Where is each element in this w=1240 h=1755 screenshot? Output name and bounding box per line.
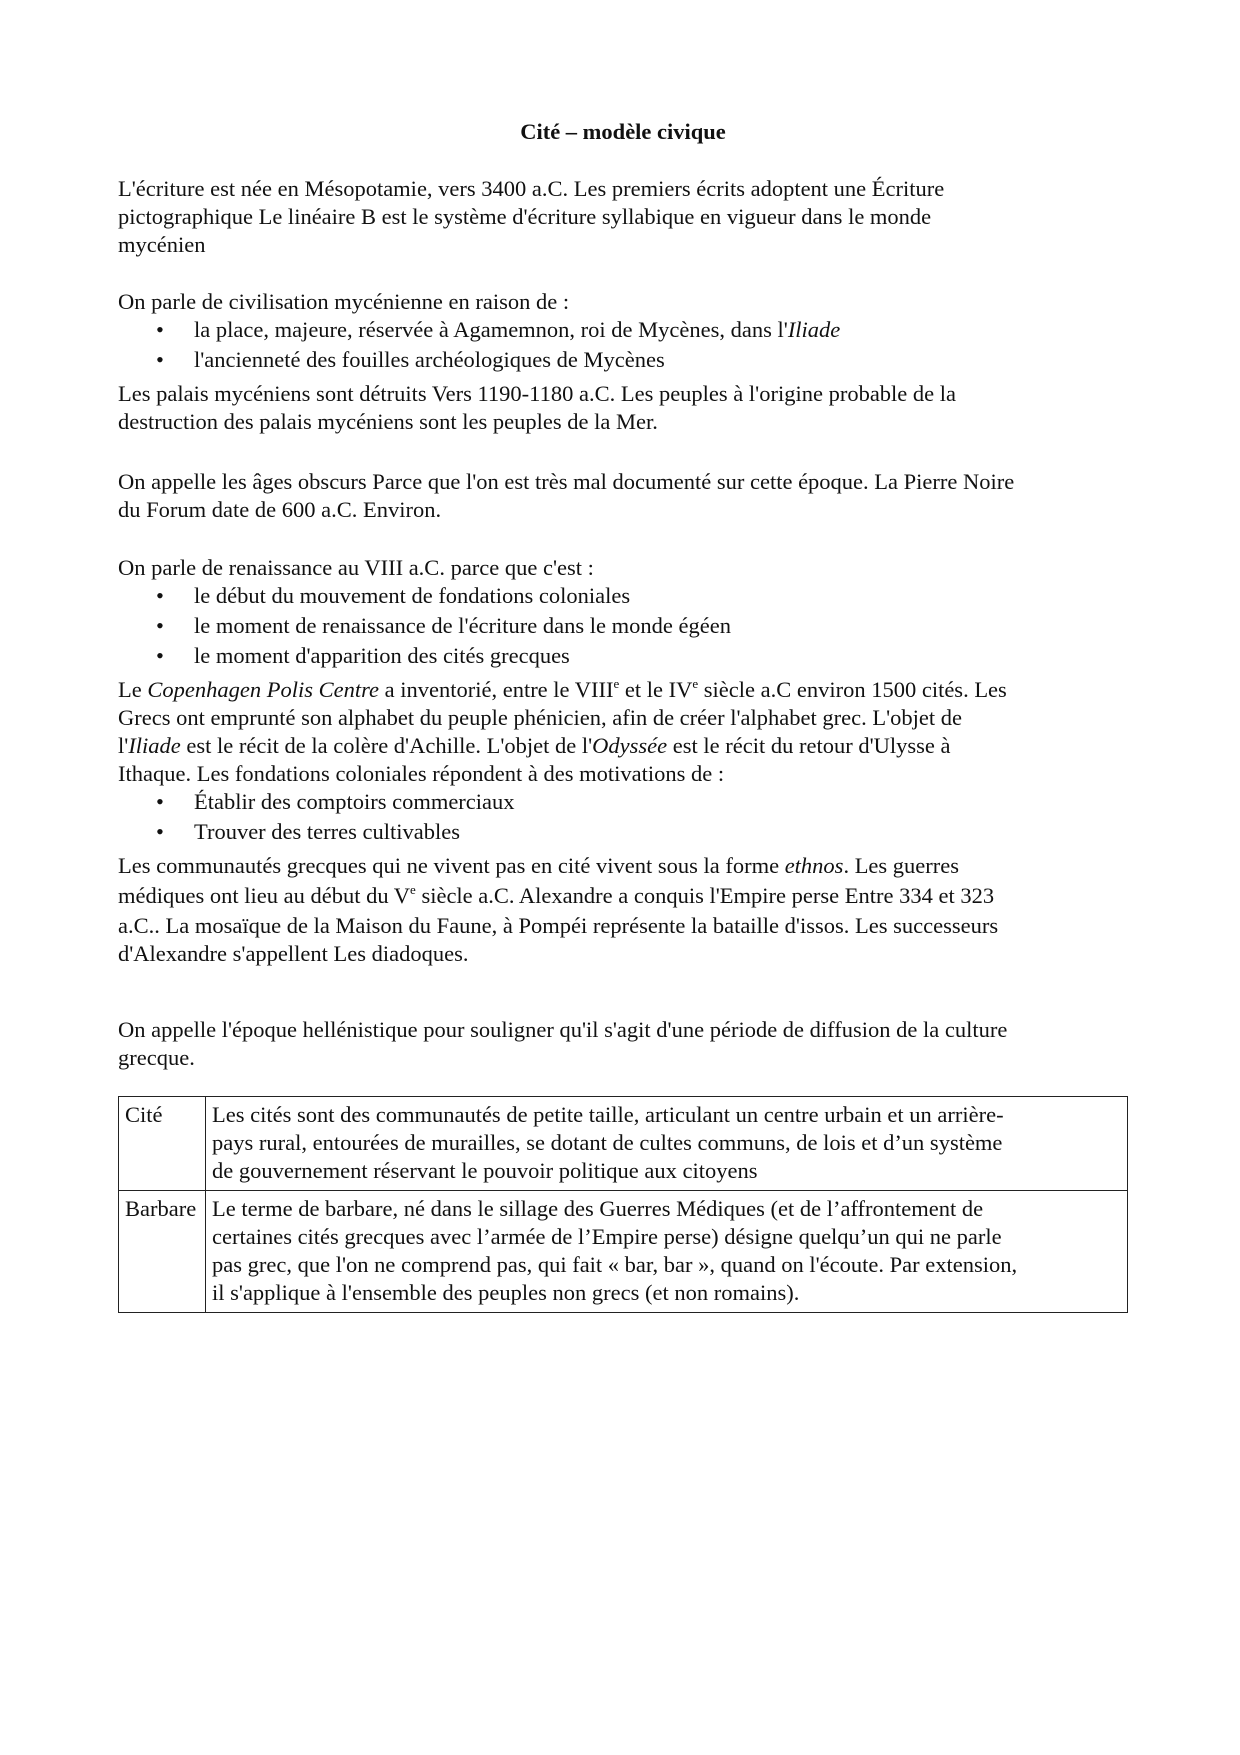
text-line: Les communautés grecques qui ne vivent pas en cité vivent sous la forme ethnos. Les guerres [118,853,960,878]
text-line: a.C.. La mosaïque de la Maison du Faune, à Pompéi représente la bataille d'issos. Les successeurs [118,913,999,938]
term-cell: Barbare [119,1191,206,1313]
list-item: • Trouver des terres cultivables [156,819,460,844]
text-line: Grecs ont emprunté son alphabet du peuple phénicien, afin de créer l'alphabet grec. L'objet de [118,705,963,730]
paragraph-dark-ages [118,468,1128,524]
text-line: On parle de civilisation mycénienne en raison de : [118,289,570,314]
paragraph-palace-destruction [118,380,1128,436]
bullet-icon: • [156,789,164,814]
text-line: Le Copenhagen Polis Centre a inventorié, entre le VIIIe et le IVe siècle a.C environ 1500 cités. Les [118,676,1007,702]
bullet-icon: • [156,613,164,638]
list-item: • le moment d'apparition des cités grecques [156,643,570,668]
text-line: du Forum date de 600 a.C. Environ. [118,497,442,522]
text-line: pictographique Le linéaire B est le système d'écriture syllabique en vigueur dans le monde [118,204,932,229]
definitions-table [118,1096,1128,1313]
table-row [119,1097,1128,1191]
paragraph-ethnos-alexandre [118,852,1128,968]
text-line: On parle de renaissance au VIII a.C. parce que c'est : [118,555,594,580]
text-line: On appelle les âges obscurs Parce que l'on est très mal documenté sur cette époque. La Pierre Noire [118,469,1015,494]
text-line: L'écriture est née en Mésopotamie, vers 3400 a.C. Les premiers écrits adoptent une Écriture [118,176,945,201]
text-line: mycénien [118,232,206,257]
bullet-list [118,316,1128,376]
list-item: • l'ancienneté des fouilles archéologiques de Mycènes [156,347,665,372]
bullet-icon: • [156,347,164,372]
bullet-icon: • [156,643,164,668]
bullet-icon: • [156,583,164,608]
term-cell: Cité [119,1097,206,1191]
paragraph-hellenistic [118,1016,1128,1072]
paragraph-mycenaean-civilisation [118,288,1128,376]
bullet-icon: • [156,317,164,342]
text-line: destruction des palais mycéniens sont les peuples de la Mer. [118,409,658,434]
text-line: d'Alexandre s'appellent Les diadoques. [118,941,469,966]
text-line: Les palais mycéniens sont détruits Vers 1190-1180 a.C. Les peuples à l'origine probable de la [118,381,957,406]
list-item: • le moment de renaissance de l'écriture dans le monde égéen [156,613,731,638]
list-item: • Établir des comptoirs commerciaux [156,789,515,814]
paragraph-polis-centre [118,676,1128,848]
text-line: grecque. [118,1045,195,1070]
text-line: On appelle l'époque hellénistique pour souligner qu'il s'agit d'une période de diffusion de la culture [118,1017,1008,1042]
document-title: Cité – modèle civique [520,119,726,144]
bullet-list [118,582,1128,672]
paragraph-renaissance [118,554,1128,672]
bullet-icon: • [156,819,164,844]
list-item: • le début du mouvement de fondations coloniales [156,583,631,608]
definition-cell: Le terme de barbare, né dans le sillage des Guerres Médiques (et de l’affrontement de certaines cités grecques avec l’armée de l’Empire perse) désigne quelqu’un qui ne parle pas grec, que l'on ne comprend pas, qui fait « bar, bar », quand on l'écoute. Par extension, il s'applique à l'ensemble des peuples non grecs (et non romains). [206,1191,1128,1313]
paragraph-writing-origins [118,175,1128,259]
text-line: l'Iliade est le récit de la colère d'Achille. L'objet de l'Odyssée est le récit du retour d'Ulysse à [118,733,951,758]
table-row [119,1191,1128,1313]
bullet-list [118,788,1128,848]
text-line: médiques ont lieu au début du Ve siècle a.C. Alexandre a conquis l'Empire perse Entre 334 et 323 [118,882,995,908]
definition-cell: Les cités sont des communautés de petite taille, articulant un centre urbain et un arrière- pays rural, entourées de murailles, se dotant de cultes communs, de lois et d’un système de gouvernement réservant le pouvoir politique aux citoyens [206,1097,1128,1191]
list-item: • la place, majeure, réservée à Agamemnon, roi de Mycènes, dans l'Iliade [156,317,841,342]
text-line: Ithaque. Les fondations coloniales répondent à des motivations de : [118,761,725,786]
